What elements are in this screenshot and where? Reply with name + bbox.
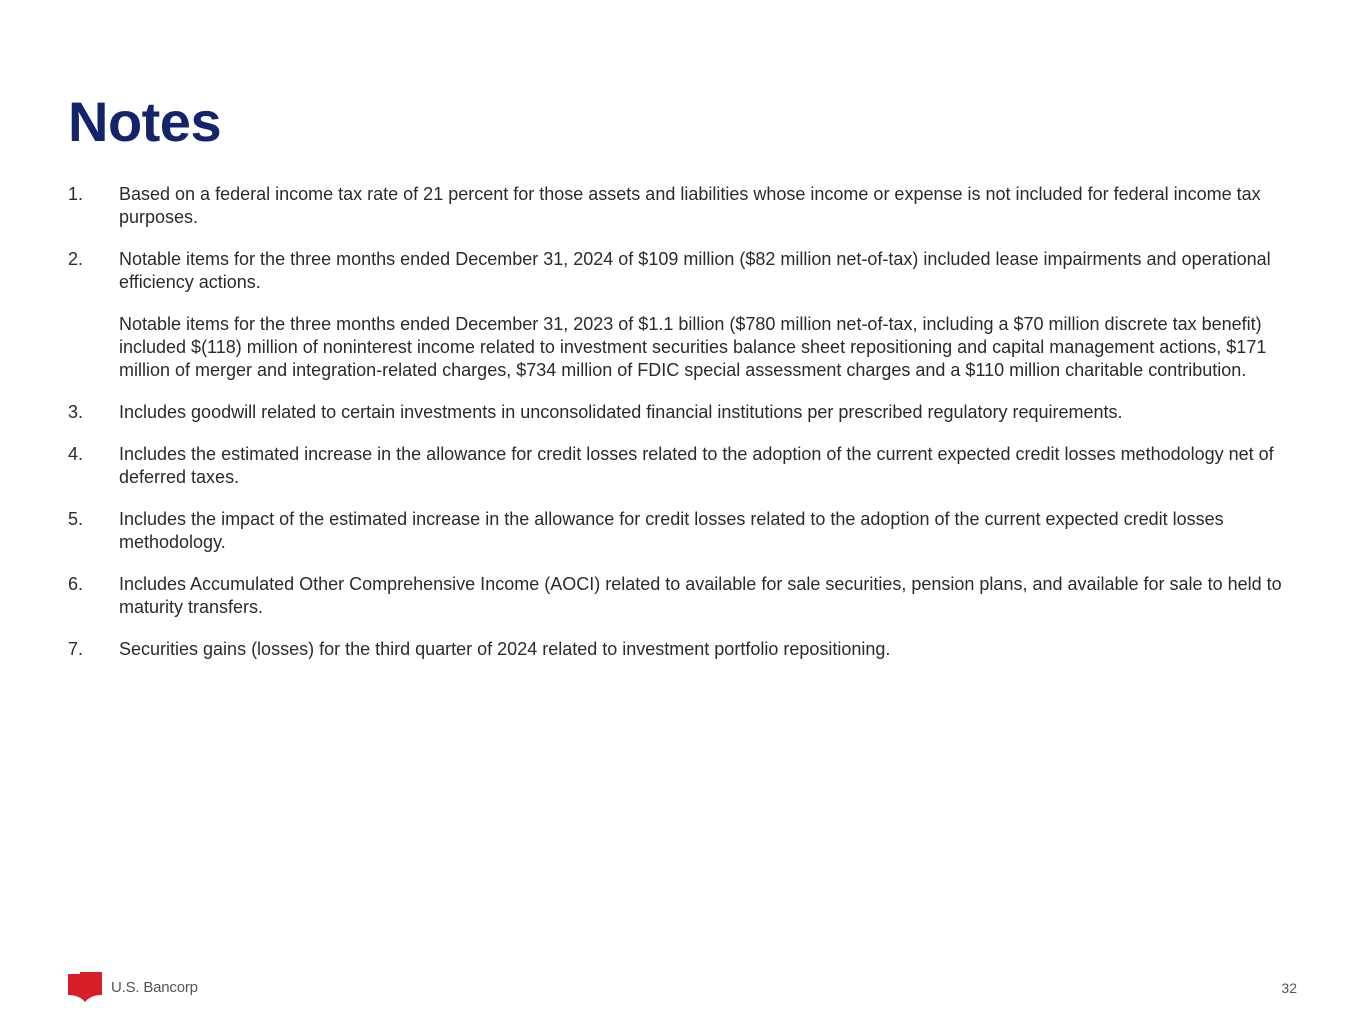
note-number: 1.	[68, 184, 84, 204]
note-body	[119, 573, 1313, 619]
note-item	[68, 508, 1313, 554]
note-body	[119, 508, 1313, 554]
note-paragraph: Securities gains (losses) for the third quarter of 2024 related to investment portfolio repositioning.	[119, 639, 891, 659]
note-item	[68, 401, 1313, 424]
note-number: 5.	[68, 509, 84, 529]
note-item	[68, 638, 1313, 661]
note-number: 2.	[68, 249, 84, 269]
notes-list	[68, 183, 1313, 680]
note-number: 6.	[68, 574, 84, 594]
logo-text: U.S. Bancorp	[111, 978, 198, 996]
note-item	[68, 443, 1313, 489]
note-item	[68, 248, 1313, 382]
note-number: 7.	[68, 639, 84, 659]
note-paragraph: Includes the impact of the estimated increase in the allowance for credit losses related to the adoption of the current expected credit losses methodology.	[119, 509, 1224, 552]
note-number: 4.	[68, 444, 84, 464]
note-item	[68, 183, 1313, 229]
note-paragraph: Notable items for the three months ended December 31, 2024 of $109 million ($82 million net-of-tax) included lease impairments and operational efficiency actions.	[119, 249, 1271, 292]
note-body	[119, 443, 1313, 489]
page-number: 32	[1281, 980, 1297, 996]
note-paragraph: Includes goodwill related to certain investments in unconsolidated financial institutions per prescribed regulatory requirements.	[119, 402, 1123, 422]
note-paragraph: Includes the estimated increase in the allowance for credit losses related to the adoption of the current expected credit losses methodology net of deferred taxes.	[119, 444, 1274, 487]
note-body	[119, 248, 1313, 382]
note-body	[119, 638, 1313, 661]
note-paragraph: Based on a federal income tax rate of 21 percent for those assets and liabilities whose income or expense is not included for federal income tax purposes.	[119, 184, 1261, 227]
us-bancorp-shield-icon	[67, 972, 103, 1002]
page-title: Notes	[68, 90, 222, 153]
note-item	[68, 573, 1313, 619]
note-paragraph: Includes Accumulated Other Comprehensive Income (AOCI) related to available for sale securities, pension plans, and available for sale to held to maturity transfers.	[119, 574, 1282, 617]
note-body	[119, 183, 1313, 229]
note-number: 3.	[68, 402, 84, 422]
footer-logo	[67, 972, 198, 1002]
note-paragraph: Notable items for the three months ended December 31, 2023 of $1.1 billion ($780 million net-of-tax, including a $70 million discrete tax benefit) included $(118) million of noninterest income related to investment securities balance sheet repositioning and capital management actions, $171 million of merger and integration-related charges, $734 million of FDIC special assessment charges and a $110 million charitable contribution.	[119, 314, 1267, 380]
note-body	[119, 401, 1313, 424]
